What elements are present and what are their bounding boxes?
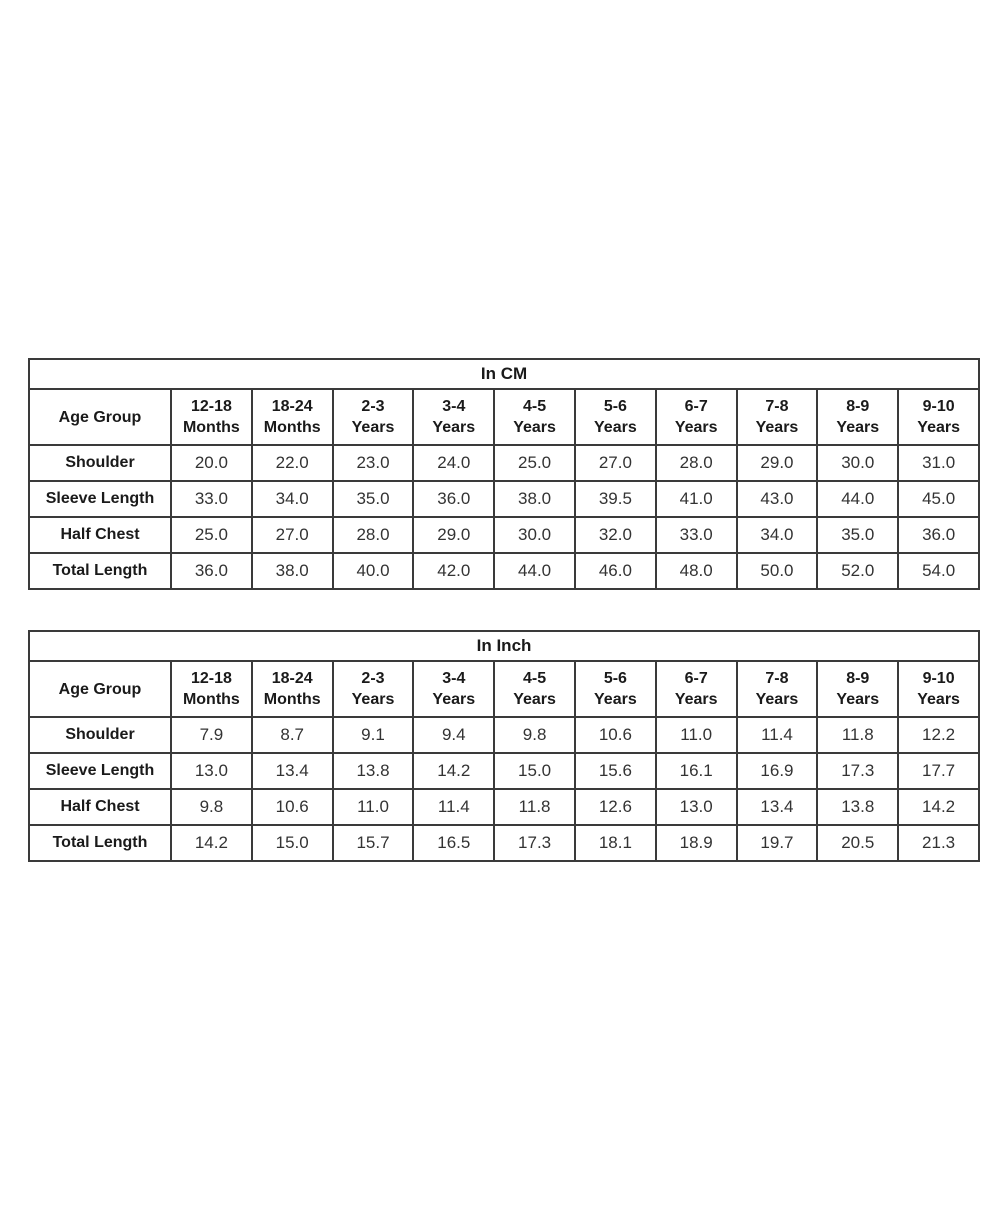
measurement-value: 34.0: [737, 517, 818, 553]
measurement-value: 28.0: [333, 517, 414, 553]
size-table-inch: [28, 630, 980, 862]
measurement-value: 17.7: [898, 753, 979, 789]
measurement-value: 21.3: [898, 825, 979, 861]
age-unit: Years: [674, 419, 718, 436]
age-column-header: [817, 389, 898, 445]
measurement-label: Shoulder: [29, 717, 171, 753]
age-range: 9-10: [922, 398, 955, 415]
measurement-value: 14.2: [171, 825, 252, 861]
measurement-value: 9.8: [171, 789, 252, 825]
age-unit: Years: [836, 691, 880, 708]
measurement-value: 34.0: [252, 481, 333, 517]
age-range: 2-3: [361, 670, 385, 687]
measurement-value: 27.0: [575, 445, 656, 481]
measurement-value: 16.5: [413, 825, 494, 861]
age-range: 3-4: [442, 670, 466, 687]
measurement-value: 20.5: [817, 825, 898, 861]
age-range: 12-18: [190, 398, 232, 415]
age-column-header: [413, 389, 494, 445]
measurement-value: 11.8: [494, 789, 575, 825]
measurement-value: 44.0: [817, 481, 898, 517]
measurement-value: 17.3: [494, 825, 575, 861]
age-unit: Years: [513, 419, 556, 436]
age-column-header: [817, 661, 898, 717]
measurement-value: 11.8: [817, 717, 898, 753]
measurement-value: 10.6: [575, 717, 656, 753]
measurement-value: 48.0: [656, 553, 737, 589]
measurement-value: 39.5: [575, 481, 656, 517]
age-column-header: [333, 661, 414, 717]
age-unit: Years: [755, 691, 799, 708]
measurement-value: 14.2: [898, 789, 979, 825]
measurement-value: 25.0: [494, 445, 575, 481]
age-range: 18-24: [271, 670, 313, 687]
measurement-value: 23.0: [333, 445, 414, 481]
measurement-value: 54.0: [898, 553, 979, 589]
age-unit: Years: [594, 691, 637, 708]
table-title: In CM: [29, 359, 979, 389]
age-group-header: Age Group: [29, 661, 171, 717]
measurement-value: 15.0: [252, 825, 333, 861]
age-range: 8-9: [846, 670, 870, 687]
measurement-label: Total Length: [29, 825, 171, 861]
age-range: 6-7: [684, 398, 708, 415]
age-range: 5-6: [603, 670, 627, 687]
measurement-value: 33.0: [171, 481, 252, 517]
table-title: In Inch: [29, 631, 979, 661]
measurement-value: 9.8: [494, 717, 575, 753]
measurement-value: 15.0: [494, 753, 575, 789]
age-column-header: [656, 389, 737, 445]
measurement-value: 12.2: [898, 717, 979, 753]
measurement-value: 29.0: [737, 445, 818, 481]
measurement-value: 42.0: [413, 553, 494, 589]
measurement-value: 31.0: [898, 445, 979, 481]
measurement-value: 44.0: [494, 553, 575, 589]
measurement-value: 16.1: [656, 753, 737, 789]
measurement-label: Half Chest: [29, 789, 171, 825]
age-column-header: [575, 661, 656, 717]
measurement-label: Half Chest: [29, 517, 171, 553]
table-row: [29, 517, 979, 553]
measurement-value: 18.9: [656, 825, 737, 861]
measurement-value: 52.0: [817, 553, 898, 589]
measurement-value: 13.4: [737, 789, 818, 825]
measurement-value: 11.4: [737, 717, 818, 753]
measurement-value: 11.0: [656, 717, 737, 753]
size-chart-tables: [28, 358, 978, 862]
measurement-value: 35.0: [333, 481, 414, 517]
age-unit: Months: [182, 691, 240, 708]
measurement-value: 9.1: [333, 717, 414, 753]
measurement-value: 17.3: [817, 753, 898, 789]
age-column-header: [898, 661, 979, 717]
age-column-header: [575, 389, 656, 445]
age-unit: Years: [351, 419, 395, 436]
age-unit: Years: [917, 419, 960, 436]
table-row: [29, 717, 979, 753]
age-range: 4-5: [523, 398, 547, 415]
measurement-value: 46.0: [575, 553, 656, 589]
measurement-value: 9.4: [413, 717, 494, 753]
measurement-value: 24.0: [413, 445, 494, 481]
age-unit: Years: [917, 691, 960, 708]
measurement-value: 38.0: [252, 553, 333, 589]
measurement-value: 15.7: [333, 825, 414, 861]
measurement-value: 14.2: [413, 753, 494, 789]
measurement-value: 36.0: [171, 553, 252, 589]
size-table-cm: [28, 358, 980, 590]
table-row: [29, 753, 979, 789]
measurement-value: 27.0: [252, 517, 333, 553]
age-column-header: [898, 389, 979, 445]
measurement-label: Sleeve Length: [29, 753, 171, 789]
age-range: 7-8: [765, 670, 789, 687]
measurement-value: 13.0: [171, 753, 252, 789]
measurement-value: 16.9: [737, 753, 818, 789]
table-row: [29, 553, 979, 589]
age-range: 4-5: [523, 670, 547, 687]
measurement-label: Sleeve Length: [29, 481, 171, 517]
measurement-value: 38.0: [494, 481, 575, 517]
age-column-header: [413, 661, 494, 717]
measurement-value: 29.0: [413, 517, 494, 553]
measurement-value: 11.4: [413, 789, 494, 825]
age-unit: Months: [182, 419, 240, 436]
table-row: [29, 445, 979, 481]
measurement-value: 43.0: [737, 481, 818, 517]
age-unit: Years: [594, 419, 637, 436]
age-column-header: [494, 661, 575, 717]
measurement-value: 41.0: [656, 481, 737, 517]
age-unit: Years: [836, 419, 880, 436]
measurement-value: 25.0: [171, 517, 252, 553]
measurement-value: 11.0: [333, 789, 414, 825]
age-unit: Years: [351, 691, 395, 708]
measurement-value: 10.6: [252, 789, 333, 825]
measurement-value: 15.6: [575, 753, 656, 789]
measurement-value: 13.8: [333, 753, 414, 789]
age-column-header: [171, 389, 252, 445]
measurement-value: 20.0: [171, 445, 252, 481]
age-column-header: [737, 389, 818, 445]
measurement-value: 40.0: [333, 553, 414, 589]
measurement-value: 30.0: [817, 445, 898, 481]
age-range: 18-24: [271, 398, 313, 415]
age-range: 2-3: [361, 398, 385, 415]
measurement-value: 12.6: [575, 789, 656, 825]
age-unit: Years: [755, 419, 799, 436]
measurement-value: 18.1: [575, 825, 656, 861]
age-range: 6-7: [684, 670, 708, 687]
measurement-value: 13.8: [817, 789, 898, 825]
table-row: [29, 481, 979, 517]
measurement-value: 19.7: [737, 825, 818, 861]
age-column-header: [737, 661, 818, 717]
age-column-header: [494, 389, 575, 445]
age-range: 7-8: [765, 398, 789, 415]
measurement-value: 45.0: [898, 481, 979, 517]
age-column-header: [333, 389, 414, 445]
age-column-header: [171, 661, 252, 717]
measurement-value: 36.0: [413, 481, 494, 517]
age-column-header: [252, 661, 333, 717]
measurement-value: 35.0: [817, 517, 898, 553]
measurement-value: 32.0: [575, 517, 656, 553]
measurement-value: 33.0: [656, 517, 737, 553]
measurement-value: 30.0: [494, 517, 575, 553]
age-range: 3-4: [442, 398, 466, 415]
age-column-header: [252, 389, 333, 445]
age-unit: Months: [263, 691, 321, 708]
measurement-value: 8.7: [252, 717, 333, 753]
measurement-value: 13.0: [656, 789, 737, 825]
age-range: 5-6: [603, 398, 627, 415]
age-unit: Years: [513, 691, 556, 708]
table-row: [29, 825, 979, 861]
age-range: 8-9: [846, 398, 870, 415]
table-row: [29, 789, 979, 825]
age-group-header: Age Group: [29, 389, 171, 445]
age-column-header: [656, 661, 737, 717]
age-range: 12-18: [190, 670, 232, 687]
age-unit: Years: [674, 691, 718, 708]
measurement-value: 22.0: [252, 445, 333, 481]
age-unit: Years: [432, 419, 476, 436]
measurement-label: Total Length: [29, 553, 171, 589]
age-unit: Months: [263, 419, 321, 436]
measurement-value: 36.0: [898, 517, 979, 553]
measurement-value: 13.4: [252, 753, 333, 789]
measurement-value: 28.0: [656, 445, 737, 481]
measurement-label: Shoulder: [29, 445, 171, 481]
measurement-value: 7.9: [171, 717, 252, 753]
age-range: 9-10: [922, 670, 955, 687]
age-unit: Years: [432, 691, 476, 708]
measurement-value: 50.0: [737, 553, 818, 589]
